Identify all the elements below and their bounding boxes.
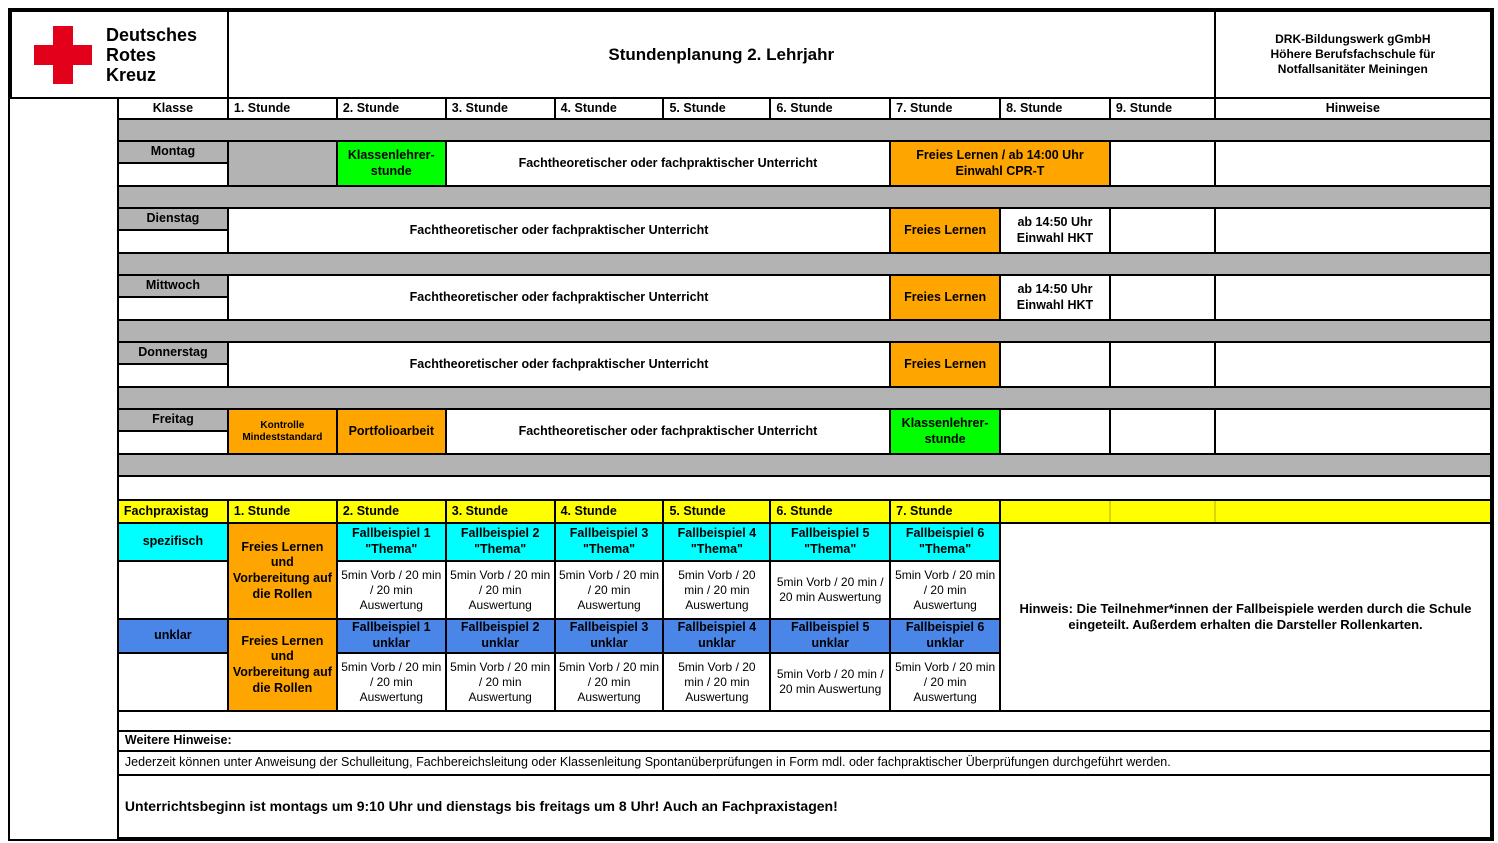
separator-row (118, 454, 1491, 476)
mittwoch-label: Mittwoch (118, 275, 228, 297)
donnerstag-sub-cell (118, 364, 228, 387)
spontanueberpruefungen-note: Jederzeit können unter Anweisung der Schulleitung, Fachbereichsleitung oder Klassenleitung Spontanüberprüfungen in Form mdl. oder fachpraktischer Überprüfungen durchgeführt werden. (118, 751, 1491, 775)
gap-row (118, 476, 1491, 500)
unklar-vorbereitung-cell: Freies Lernen und Vorbereitung auf die Rollen (228, 619, 337, 711)
freitag-kontrolle-cell: Kontrolle Mindeststandard (228, 409, 337, 454)
col-header-stunde-2: 2. Stunde (337, 98, 446, 119)
donnerstag-freies-lernen-cell: Freies Lernen (890, 342, 1000, 387)
fallbeispiel-thema-1: Fallbeispiel 1 "Thema" (337, 523, 446, 561)
mittwoch-freies-lernen-cell: Freies Lernen (890, 275, 1000, 320)
ablauf-cell: 5min Vorb / 20 min / 20 min Auswertung (770, 561, 890, 619)
fallbeispiel-thema-3: Fallbeispiel 3 "Thema" (555, 523, 664, 561)
ablauf-cell: 5min Vorb / 20 min / 20 min Auswertung (890, 653, 1000, 711)
freitag-sub-cell (118, 431, 228, 454)
fp-header-stunde-6: 6. Stunde (770, 500, 890, 523)
ablauf-cell: 5min Vorb / 20 min / 20 min Auswertung (770, 653, 890, 711)
fp-header-stunde-7: 7. Stunde (890, 500, 1000, 523)
donnerstag-hinweise-cell (1215, 342, 1491, 387)
donnerstag-unterricht-cell: Fachtheoretischer oder fachpraktischer Unterricht (228, 342, 890, 387)
freitag-klassenlehrer-cell: Klassenlehrer-stunde (890, 409, 1000, 454)
ablauf-cell: 5min Vorb / 20 min / 20 min Auswertung (555, 653, 664, 711)
fallbeispiel-thema-4: Fallbeispiel 4 "Thema" (663, 523, 770, 561)
montag-stunde9-cell (1110, 141, 1215, 186)
col-header-stunde-7: 7. Stunde (890, 98, 1000, 119)
timetable-sheet (8, 8, 1494, 841)
fallbeispiel-unklar-4: Fallbeispiel 4 unklar (663, 619, 770, 653)
col-header-hinweise: Hinweise (1215, 98, 1491, 119)
col-header-stunde-3: 3. Stunde (446, 98, 555, 119)
mittwoch-sub-cell (118, 297, 228, 320)
spezifisch-vorbereitung-cell: Freies Lernen und Vorbereitung auf die Rollen (228, 523, 337, 619)
org-line-3: Notfallsanitäter Meiningen (1277, 62, 1428, 76)
fallbeispiel-unklar-3: Fallbeispiel 3 unklar (555, 619, 664, 653)
org-cell (1215, 11, 1491, 98)
dienstag-hinweise-cell (1215, 208, 1491, 253)
fp-header-stunde-2: 2. Stunde (337, 500, 446, 523)
mittwoch-unterricht-cell: Fachtheoretischer oder fachpraktischer Unterricht (228, 275, 890, 320)
fachpraxis-hinweis: Hinweis: Die Teilnehmer*innen der Fallbeispiele werden durch die Schule eingeteilt. Außerdem erhalten die Darsteller Rollenkarten. (1000, 523, 1491, 711)
mittwoch-einwahl-cell: ab 14:50 Uhr Einwahl HKT (1000, 275, 1110, 320)
fallbeispiel-unklar-2: Fallbeispiel 2 unklar (446, 619, 555, 653)
dienstag-freies-lernen-cell: Freies Lernen (890, 208, 1000, 253)
fp-header-empty (1110, 500, 1215, 523)
fp-header-stunde-5: 5. Stunde (663, 500, 770, 523)
fallbeispiel-thema-2: Fallbeispiel 2 "Thema" (446, 523, 555, 561)
ablauf-cell: 5min Vorb / 20 min / 20 min Auswertung (663, 653, 770, 711)
freitag-stunde8-cell (1000, 409, 1110, 454)
left-spacer-column (11, 98, 118, 838)
fachpraxistag-label: Fachpraxistag (118, 500, 228, 523)
col-header-stunde-4: 4. Stunde (555, 98, 664, 119)
logo-line-1: Deutsches (106, 24, 198, 45)
ablauf-cell: 5min Vorb / 20 min / 20 min Auswertung (555, 561, 664, 619)
donnerstag-label: Donnerstag (118, 342, 228, 364)
col-header-klasse: Klasse (118, 98, 228, 119)
fallbeispiel-unklar-5: Fallbeispiel 5 unklar (770, 619, 890, 653)
fp-header-empty (1215, 500, 1491, 523)
logo-line-2: Rotes (106, 44, 157, 65)
dienstag-label: Dienstag (118, 208, 228, 230)
weitere-hinweise-title: Weitere Hinweise: (118, 731, 1491, 751)
freitag-hinweise-cell (1215, 409, 1491, 454)
separator-row (118, 186, 1491, 208)
org-line-2: Höhere Berufsfachschule für (1270, 47, 1436, 61)
mittwoch-stunde9-cell (1110, 275, 1215, 320)
gap-row (118, 711, 1491, 731)
unterrichtsbeginn-note: Unterrichtsbeginn ist montags um 9:10 Uhr und dienstags bis freitags um 8 Uhr! Auch an Fachpraxistagen! (118, 775, 1491, 838)
ablauf-cell: 5min Vorb / 20 min / 20 min Auswertung (890, 561, 1000, 619)
drk-logo (20, 25, 219, 85)
timetable (10, 10, 1492, 839)
org-line-1: DRK-Bildungswerk gGmbH (1275, 32, 1431, 46)
logo-cell (11, 11, 228, 98)
montag-hinweise-cell (1215, 141, 1491, 186)
logo-text (106, 25, 197, 85)
fp-header-stunde-4: 4. Stunde (555, 500, 664, 523)
unklar-sub-cell (118, 653, 228, 711)
ablauf-cell: 5min Vorb / 20 min / 20 min Auswertung (337, 561, 446, 619)
separator-row (118, 320, 1491, 342)
freitag-label: Freitag (118, 409, 228, 431)
ablauf-cell: 5min Vorb / 20 min / 20 min Auswertung (446, 653, 555, 711)
page-title: Stundenplanung 2. Lehrjahr (228, 11, 1215, 98)
mittwoch-hinweise-cell (1215, 275, 1491, 320)
freitag-portfolio-cell: Portfolioarbeit (337, 409, 446, 454)
separator-row (118, 119, 1491, 141)
logo-line-3: Kreuz (106, 64, 157, 85)
dienstag-unterricht-cell: Fachtheoretischer oder fachpraktischer Unterricht (228, 208, 890, 253)
separator-row (118, 253, 1491, 275)
spezifisch-label: spezifisch (118, 523, 228, 561)
col-header-stunde-8: 8. Stunde (1000, 98, 1110, 119)
separator-row (118, 387, 1491, 409)
freitag-stunde9-cell (1110, 409, 1215, 454)
montag-stunde1-cell (228, 141, 337, 186)
fallbeispiel-unklar-1: Fallbeispiel 1 unklar (337, 619, 446, 653)
col-header-stunde-6: 6. Stunde (770, 98, 890, 119)
dienstag-einwahl-cell: ab 14:50 Uhr Einwahl HKT (1000, 208, 1110, 253)
dienstag-stunde9-cell (1110, 208, 1215, 253)
col-header-stunde-9: 9. Stunde (1110, 98, 1215, 119)
donnerstag-stunde8-cell (1000, 342, 1110, 387)
fallbeispiel-thema-6: Fallbeispiel 6 "Thema" (890, 523, 1000, 561)
ablauf-cell: 5min Vorb / 20 min / 20 min Auswertung (663, 561, 770, 619)
montag-unterricht-cell: Fachtheoretischer oder fachpraktischer Unterricht (446, 141, 890, 186)
ablauf-cell: 5min Vorb / 20 min / 20 min Auswertung (446, 561, 555, 619)
freitag-unterricht-cell: Fachtheoretischer oder fachpraktischer Unterricht (446, 409, 890, 454)
fallbeispiel-thema-5: Fallbeispiel 5 "Thema" (770, 523, 890, 561)
donnerstag-stunde9-cell (1110, 342, 1215, 387)
unklar-label: unklar (118, 619, 228, 653)
montag-label: Montag (118, 141, 228, 163)
ablauf-cell: 5min Vorb / 20 min / 20 min Auswertung (337, 653, 446, 711)
fp-header-stunde-1: 1. Stunde (228, 500, 337, 523)
col-header-stunde-5: 5. Stunde (663, 98, 770, 119)
fallbeispiel-unklar-6: Fallbeispiel 6 unklar (890, 619, 1000, 653)
montag-sub-cell (118, 163, 228, 186)
red-cross-icon (34, 26, 92, 84)
fp-header-empty (1000, 500, 1110, 523)
dienstag-sub-cell (118, 230, 228, 253)
fp-header-stunde-3: 3. Stunde (446, 500, 555, 523)
spezifisch-sub-cell (118, 561, 228, 619)
montag-freies-lernen-cell: Freies Lernen / ab 14:00 Uhr Einwahl CPR-T (890, 141, 1110, 186)
col-header-stunde-1: 1. Stunde (228, 98, 337, 119)
montag-stunde2-cell: Klassenlehrer-stunde (337, 141, 446, 186)
